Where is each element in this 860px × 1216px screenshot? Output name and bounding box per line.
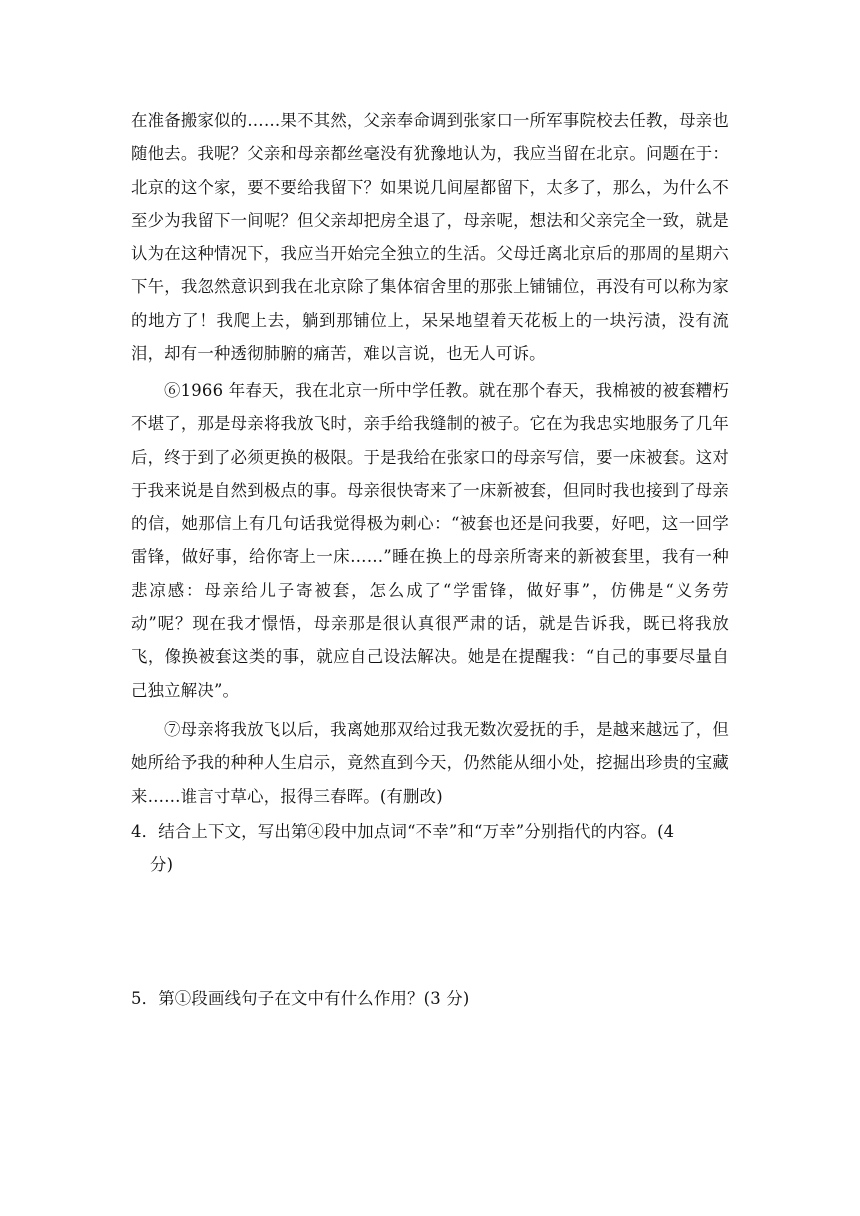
question-5-answer-area: [131, 1020, 729, 1200]
question-4: [131, 815, 729, 882]
passage-paragraph-7: ⑦母亲将我放飞以后，我离她那双给过我无数次爱抚的手，是越来越远了，但她所给予我的种种人生启示，竟然直到今天，仍然能从细小处，挖掘出珍贵的宝藏来……谁言寸草心，报得三春晖。(有删改): [131, 720, 729, 806]
question-4-line-2: 分): [150, 855, 174, 875]
question-4-line-1: 4．结合上下文，写出第④段中加点词“不幸”和“万幸”分别指代的内容。(4: [131, 822, 675, 841]
passage-paragraph-5: 在准备搬家似的……果不其然，父亲奉命调到张家口一所军事院校去任教，母亲也随他去。我呢？父亲和母亲都丝毫没有犹豫地认为，我应当留在北京。问题在于：北京的这个家，要不要给我留下？如果说几间屋都留下，太多了，那么，为什么不至少为我留下一间呢？但父亲却把房全退了，母亲呢，想法和父亲完全一致，就是认为在这种情况下，我应当开始完全独立的生活。父母迁离北京后的那周的星期六下午，我忽然意识到我在北京除了集体宿舍里的那张上铺铺位，再没有可以称为家的地方了！我爬上去，躺到那铺位上，呆呆地望着天花板上的一块污渍，没有流泪，却有一种透彻肺腑的痛苦，难以言说，也无人可诉。: [131, 111, 729, 364]
passage-paragraph-6: ⑥1966 年春天，我在北京一所中学任教。就在那个春天，我棉被的被套糟朽不堪了，那是母亲将我放飞时，亲手给我缝制的被子。它在为我忠实地服务了几年后，终于到了必须更换的极限。于是我给在张家口的母亲写信，要一床被套。这对于我来说是自然到极点的事。母亲很快寄来了一床新被套，但同时我也接到了母亲的信，她那信上有几句话我觉得极为刺心：“被套也还是问我要，好吧，这一回学雷锋，做好事，给你寄上一床……”睡在换上的母亲所寄来的新被套里，我有一种悲凉感：母亲给儿子寄被套，怎么成了“学雷锋，做好事”，仿佛是“义务劳动”呢？现在我才憬悟，母亲那是很认真很严肃的话，就是告诉我，既已将我放飞，像换被套这类的事，就应自己设法解决。她是在提醒我：“自己的事要尽量自己独立解决”。: [131, 381, 729, 700]
question-4-answer-area: [131, 884, 729, 974]
question-5: 5．第①段画线句子在文中有什么作用？(3 分): [131, 989, 470, 1008]
